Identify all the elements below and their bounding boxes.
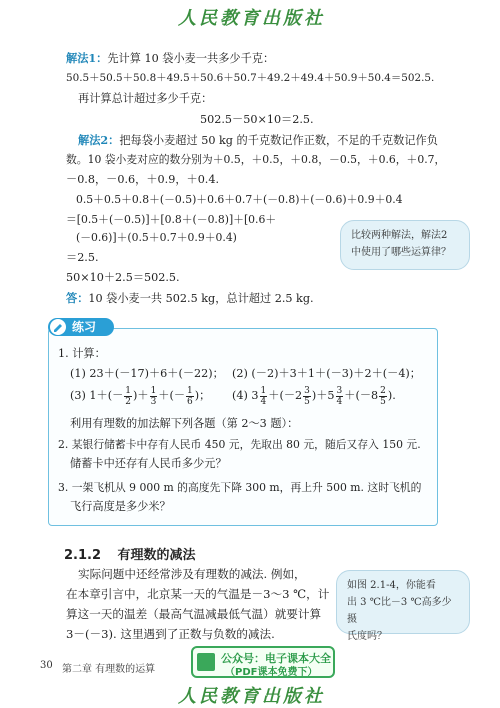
section-heading	[64, 544, 196, 563]
fraction-2-5: $\frac{2}{5}$	[380, 385, 386, 407]
section-p4: 3－(－3). 这里遇到了正数与负数的减法.	[66, 627, 275, 641]
method1-sum: 50.5＋50.5＋50.8＋49.5＋50.6＋50.7＋49.2＋49.4＋50.9＋50.4＝502.5.	[66, 72, 435, 84]
pencil-icon	[50, 319, 66, 335]
ex-q1-2: (2) (－2)＋3＋1＋(－3)＋2＋(－4)；	[232, 367, 421, 380]
hint-bubble-2-line1: 如图 2.1-4，你能看	[347, 580, 436, 591]
ex-q1-4-prefix: (4) 3	[232, 389, 259, 402]
answer-line	[66, 290, 314, 307]
section-p3: 算这一天的温差（最高气温减最低气温）就要计算	[66, 607, 322, 621]
fraction-1-3: $\frac{1}{3}$	[150, 385, 157, 407]
method2-eq2: ＝[0.5＋(－0.5)]＋[0.8＋(－0.8)]＋[0.6＋	[66, 213, 277, 226]
book-icon	[197, 653, 215, 671]
section-number: 2.1.2	[64, 548, 102, 563]
ex-q1-1: (1) 23＋(－17)＋6＋(－22)；	[70, 367, 224, 380]
ex-q1-3-mid1: )＋	[133, 389, 149, 402]
publisher-logo-top: 人民教育出版社	[178, 8, 325, 29]
publisher-logo-bottom: 人民教育出版社	[178, 686, 325, 707]
method2-eq4: ＝2.5.	[66, 251, 99, 264]
fraction-3-5: $\frac{3}{5}$	[304, 385, 310, 407]
method2-eq1: 0.5＋0.5＋0.8＋(－0.5)＋0.6＋0.7＋(－0.8)＋(－0.6)＋0.9＋0.4	[76, 193, 403, 206]
fraction-3-4: $\frac{3}{4}$	[336, 385, 343, 407]
method2-text2: 数。10 袋小麦对应的数分别为＋0.5，＋0.5，＋0.8，－0.5，＋0.6，＋0.7，	[66, 153, 446, 166]
method1-line	[66, 50, 274, 67]
ex-q1-4-mid3: ＋(－8	[344, 389, 379, 402]
ex-q1-4	[232, 384, 396, 408]
hint-bubble-2	[336, 570, 470, 642]
fraction-1-4: $\frac{1}{4}$	[260, 385, 267, 407]
fraction-1-2: $\frac{1}{2}$	[125, 385, 131, 407]
section-title: 有理数的减法	[117, 548, 196, 563]
wechat-badge	[191, 646, 335, 678]
ex-q1-3	[70, 384, 210, 408]
method1-text1: 先计算 10 袋小麦一共多少千克：	[107, 52, 275, 65]
ex-q1-3-mid2: ＋(－	[158, 389, 186, 402]
ex-intro: 利用有理数的加法解下列各题（第 2～3 题）：	[70, 417, 299, 430]
section-p2: 在本章引言中，北京某一天的气温是－3～3 ℃，计	[66, 587, 330, 601]
method1-text2: 再计算总计超过多少千克：	[78, 92, 213, 105]
ex-q1-4-suffix: ).	[387, 389, 396, 402]
ex-q1-label: 1. 计算：	[58, 347, 106, 360]
method2-text3: －0.8，－0.6，＋0.9，＋0.4.	[66, 173, 220, 186]
method2-eq3: (－0.6)]＋(0.5＋0.7＋0.9＋0.4)	[76, 231, 237, 244]
ex-q2-line2: 储蓄卡中还存有人民币多少元？	[70, 457, 227, 470]
ex-q1-3-prefix: (3) 1＋(－	[70, 389, 124, 402]
hint-bubble-2-line3: 氏度吗？	[347, 631, 387, 642]
answer-label: 答：	[66, 291, 89, 305]
ex-q1-4-mid2: )＋5	[311, 389, 335, 402]
wechat-badge-line1: 公众号：电子课本大全	[221, 652, 331, 665]
page-number: 30	[40, 660, 53, 671]
chapter-title: 第二章 有理数的运算	[62, 664, 156, 675]
ex-q3-line1: 3. 一架飞机从 9 000 m 的高度先下降 300 m，再上升 500 m. 这时飞机的	[58, 481, 422, 494]
fraction-1-6: $\frac{1}{6}$	[187, 385, 193, 407]
answer-text: 10 袋小麦一共 502.5 kg，总计超过 2.5 kg.	[88, 292, 314, 305]
section-p1: 实际问题中还经常涉及有理数的减法. 例如，	[78, 567, 306, 581]
method1-calc: 502.5－50×10＝2.5.	[200, 113, 314, 126]
ex-q1-4-mid1: ＋(－2	[268, 389, 303, 402]
hint-bubble-1-line2: 中使用了哪些运算律？	[351, 247, 451, 258]
ex-q2-line1: 2. 某银行储蓄卡中存有人民币 450 元，先取出 80 元，随后又存入 150 元.	[58, 438, 421, 451]
method1-label: 解法1：	[66, 51, 108, 65]
hint-bubble-1-line1: 比较两种解法，解法2	[351, 230, 448, 241]
exercise-tab-label: 练习	[72, 320, 97, 334]
method2-eq5: 50×10＋2.5＝502.5.	[66, 271, 180, 284]
method2-text1: 把每袋小麦超过 50 kg 的千克数记作正数，不足的千克数记作负	[119, 134, 438, 147]
wechat-badge-line2: （PDF课本免费下）	[225, 667, 318, 678]
method2-label: 解法2：	[78, 133, 120, 147]
ex-q1-3-suffix: )；	[194, 389, 211, 402]
hint-bubble-1	[340, 220, 470, 270]
hint-bubble-2-line2: 出 3 ℃比－3 ℃高多少摄	[347, 597, 452, 625]
method2-line1	[78, 132, 438, 149]
ex-q3-line2: 飞行高度是多少米？	[70, 500, 171, 513]
